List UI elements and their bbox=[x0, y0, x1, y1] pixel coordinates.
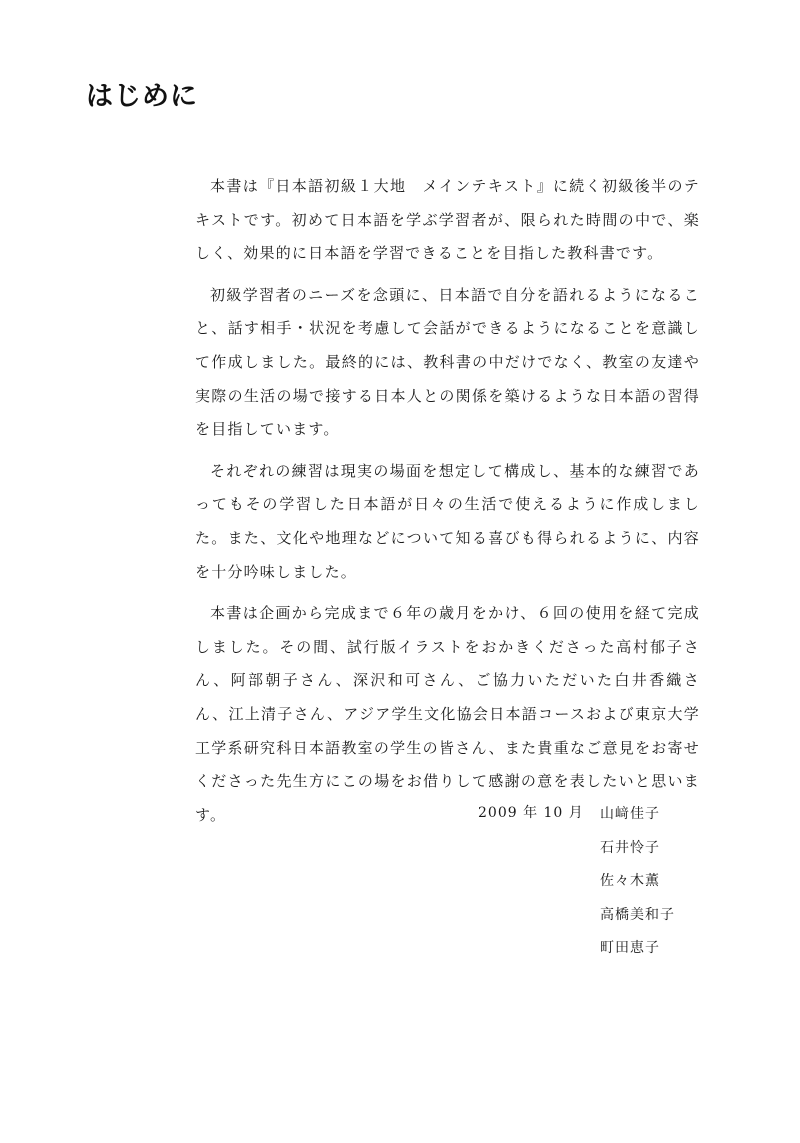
signature-date: 2009 年 10 月 bbox=[478, 805, 584, 821]
paragraph-4: 本書は企画から完成まで６年の歳月をかけ、６回の使用を経て完成しました。その間、試行版イラストをおかきくださった高村郁子さん、阿部朝子さん、深沢和可さん、ご協力いただいた白井香織さん、江上清子さん、アジア学生文化協会日本語コースおよび東京大学工学系研究科日本語教室の学生の皆さん、また貴重なご意見をお寄せくださった先生方にこの場をお借りして感謝の意を表したいと思います。 bbox=[195, 604, 700, 824]
preface-body bbox=[195, 170, 700, 840]
paragraph-1: 本書は『日本語初級１大地 メインテキスト』に続く初級後半のテキストです。初めて日本語を学ぶ学習者が、限られた時間の中で、楽しく、効果的に日本語を学習できることを目指した教科書です。 bbox=[195, 177, 700, 263]
author-name: 石井怜子 bbox=[600, 839, 660, 856]
paragraph-2: 初級学習者のニーズを念頭に、日本語で自分を語れるようになること、話す相手・状況を考慮して会話ができるようになることを意識して作成しました。最終的には、教科書の中だけでなく、教室の友達や実際の生活の場で接する日本人との関係を築けるような日本語の習得を目指しています。 bbox=[195, 285, 700, 439]
page-title: はじめに bbox=[86, 81, 198, 112]
author-name: 高橋美和子 bbox=[600, 906, 675, 923]
author-name: 佐々木薫 bbox=[600, 873, 660, 889]
author-list bbox=[600, 802, 675, 970]
author-name: 町田恵子 bbox=[600, 940, 660, 956]
author-name: 山﨑佳子 bbox=[600, 806, 660, 822]
paragraph-3: それぞれの練習は現実の場面を想定して構成し、基本的な練習であってもその学習した日本語が日々の生活で使えるように作成しました。また、文化や地理などについて知る喜びも得られるように、内容を十分吟味しました。 bbox=[195, 461, 700, 581]
